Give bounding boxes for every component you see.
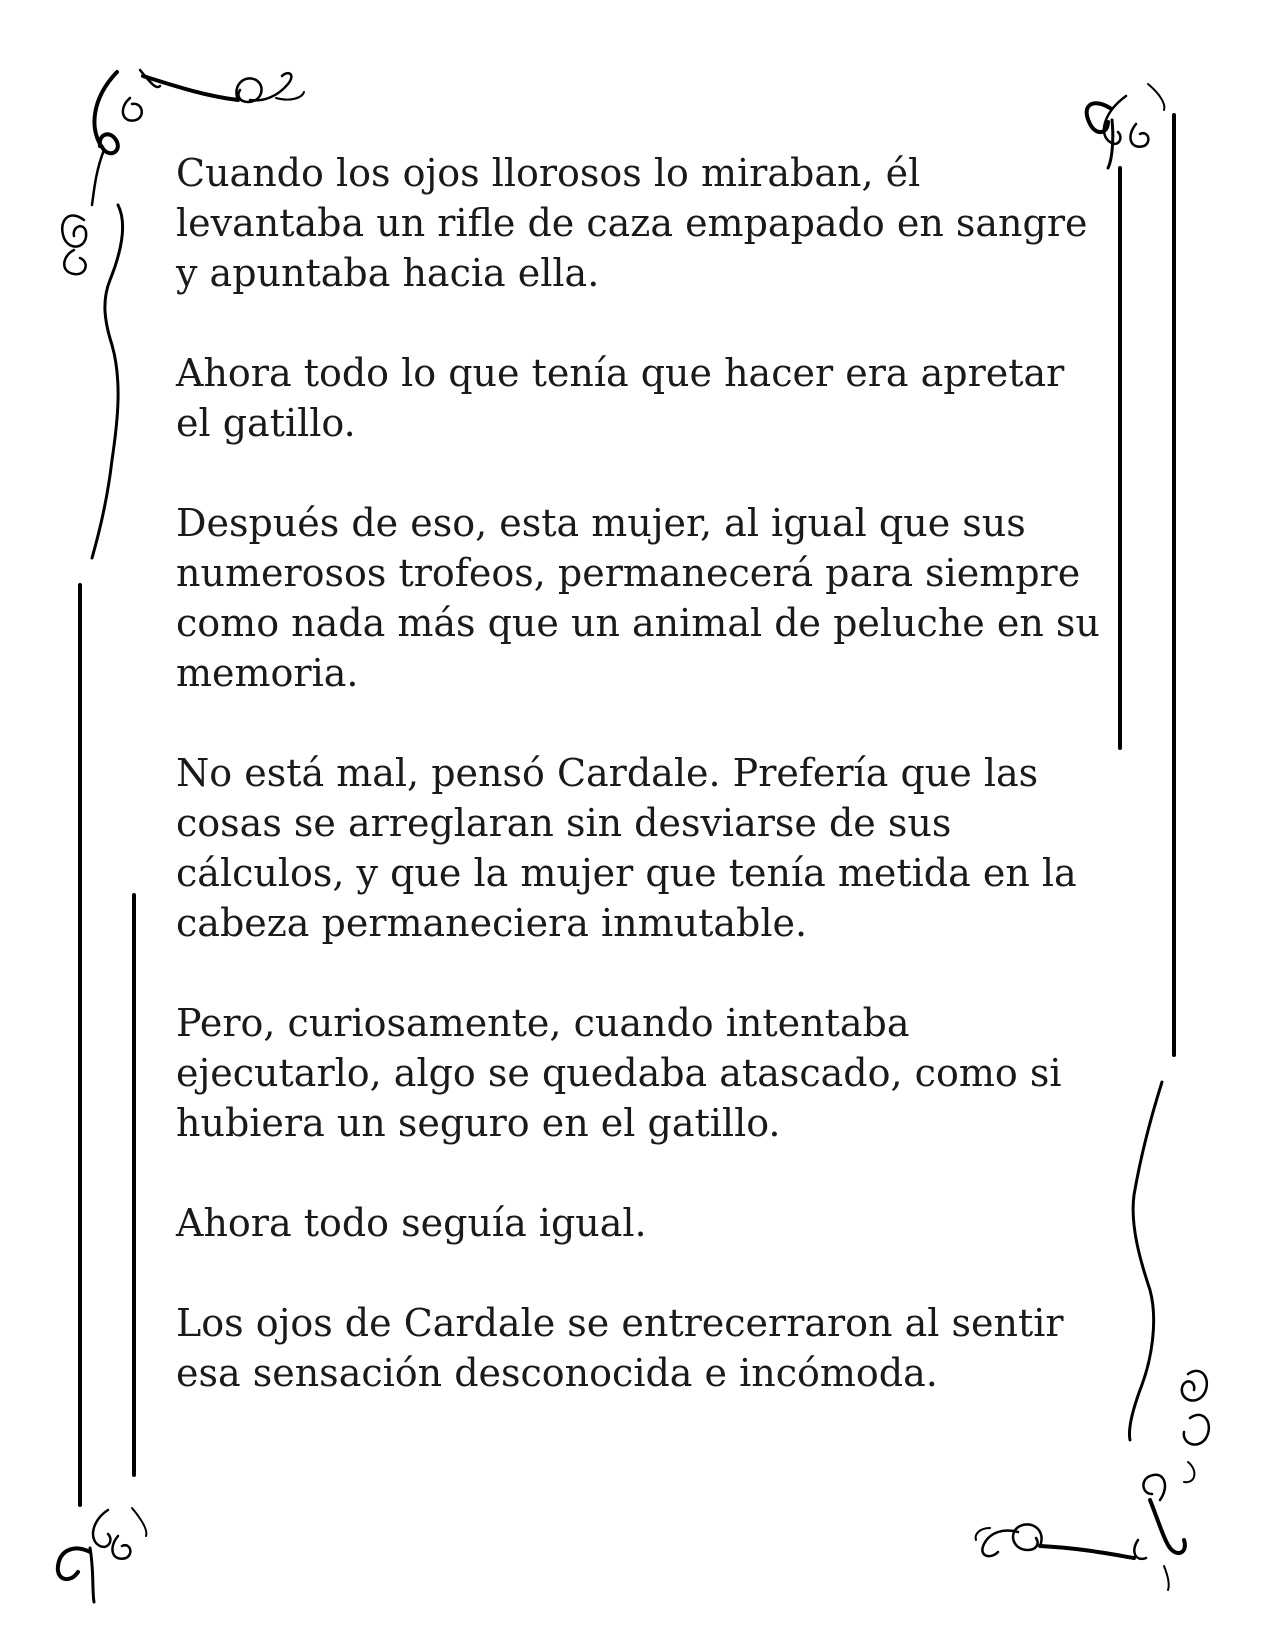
text-line: cálculos, y que la mujer que tenía metida en la (176, 851, 1077, 895)
text-line: Cuando los ojos llorosos lo miraban, él (176, 151, 921, 195)
text-line: el gatillo. (176, 401, 356, 445)
document-body (176, 148, 1116, 1448)
paragraph (176, 148, 1116, 298)
paragraph (176, 1298, 1116, 1398)
text-line: Los ojos de Cardale se entrecerraron al sentir (176, 1301, 1064, 1345)
text-line: levantaba un rifle de caza empapado en sangre (176, 201, 1088, 245)
text-line: esa sensación desconocida e incómoda. (176, 1351, 938, 1395)
text-line: hubiera un seguro en el gatillo. (176, 1101, 781, 1145)
text-line: numerosos trofeos, permanecerá para siempre (176, 551, 1081, 595)
paragraph (176, 498, 1116, 698)
text-line: Ahora todo seguía igual. (176, 1201, 647, 1245)
text-line: Ahora todo lo que tenía que hacer era apretar (176, 351, 1065, 395)
text-line: Después de eso, esta mujer, al igual que sus (176, 501, 1026, 545)
paragraph (176, 348, 1116, 448)
text-line: como nada más que un animal de peluche en su (176, 601, 1100, 645)
text-line: cabeza permaneciera inmutable. (176, 901, 808, 945)
paragraph (176, 748, 1116, 948)
paragraph (176, 1198, 1116, 1248)
text-line: Pero, curiosamente, cuando intentaba (176, 1001, 910, 1045)
text-line: ejecutarlo, algo se quedaba atascado, como si (176, 1051, 1062, 1095)
text-line: memoria. (176, 651, 359, 695)
bottom-left-flourish-icon (58, 1508, 147, 1602)
text-line: y apuntaba hacia ella. (176, 251, 600, 295)
text-line: cosas se arreglaran sin desviarse de sus (176, 801, 952, 845)
paragraph (176, 998, 1116, 1148)
text-line: No está mal, pensó Cardale. Prefería que las (176, 751, 1039, 795)
